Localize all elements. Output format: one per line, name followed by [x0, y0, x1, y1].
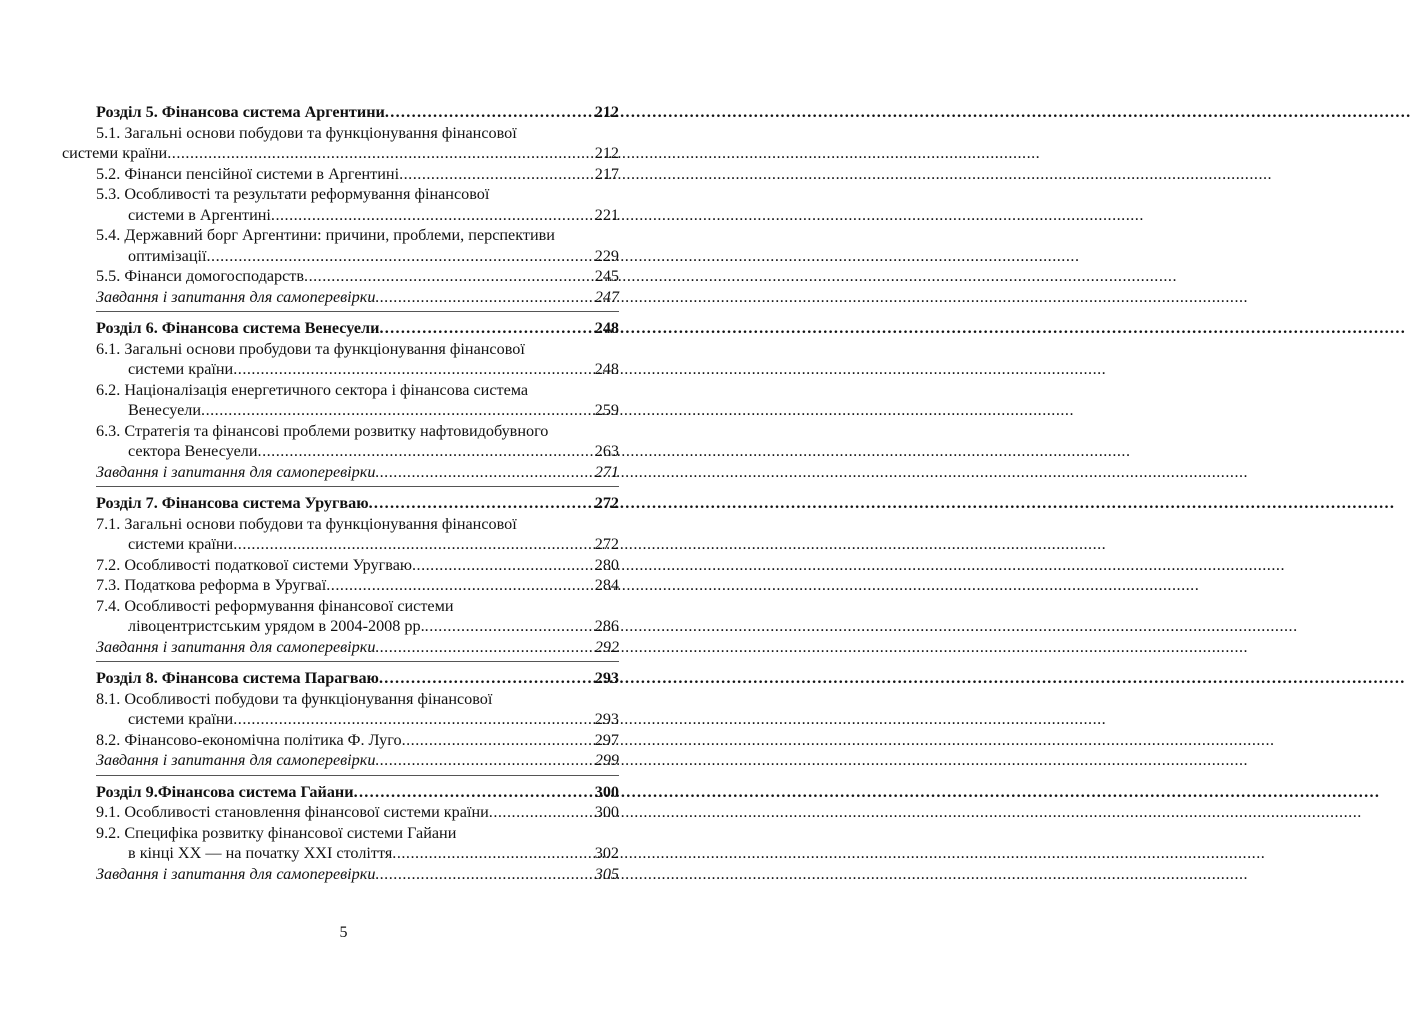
page-ref: 293	[594, 669, 619, 687]
toc-entry-6-1-line2[interactable]: системи країни ..... 248	[96, 359, 619, 380]
page-ref: 302	[594, 844, 619, 862]
page-ref: 300	[594, 782, 619, 801]
review-questions-entry[interactable]: Завдання і запитання для самоперевірки ..... 299	[96, 750, 619, 771]
toc-entry-6-1-line1[interactable]: 6.1. Загальні основи пробудови та функціонування фінансової	[96, 339, 525, 358]
section-heading[interactable]: Розділ 7. Фінансова система Уругваю ..... 272	[96, 493, 619, 514]
page-ref: 221	[594, 205, 619, 224]
page-ref: 280	[594, 555, 619, 574]
section-heading[interactable]: Розділ 6. Фінансова система Венесуели ..... 248	[96, 318, 619, 339]
page-ref: 212	[594, 144, 619, 162]
toc-entry-6-2-line1[interactable]: 6.2. Націоналізація енергетичного сектора і фінансова система	[96, 380, 529, 399]
toc-entry-5-3-line1[interactable]: 5.3. Особливості та результати реформування фінансової	[96, 185, 490, 203]
toc-entry-5-1-line1[interactable]: 5.1. Загальні основи побудови та функціонування фінансової	[96, 123, 517, 142]
page-ref: 305	[594, 864, 619, 883]
toc-entry-7-3[interactable]: 7.3. Податкова реформа в Уругваї ..... 284	[96, 575, 619, 596]
toc-entry-5-4-line1[interactable]: 5.4. Державний борг Аргентини: причини, проблеми, перспективи	[96, 226, 555, 244]
page-ref: 245	[594, 267, 619, 285]
toc-entry-5-1-line2[interactable]: системи країни ..... 212	[62, 143, 619, 164]
toc-entry-7-2[interactable]: 7.2. Особливості податкової системи Уругваю ..... 280	[96, 555, 619, 576]
toc-entry-9-1[interactable]: 9.1. Особливості становлення фінансової системи країни ..... 300	[96, 802, 619, 823]
toc-section-8	[96, 668, 619, 776]
page-number: 5	[339, 924, 348, 941]
toc-entry-8-1-line1[interactable]: 8.1. Особливості побудови та функціонування фінансової	[96, 689, 493, 708]
toc-entry-8-2[interactable]: 8.2. Фінансово-економічна політика Ф. Луго ..... 297	[96, 730, 619, 751]
toc-entry-5-4-line2[interactable]: оптимізації ..... 229	[96, 246, 619, 267]
page-ref: 212	[594, 103, 619, 121]
page-ref: 300	[594, 803, 619, 821]
page-ref: 229	[594, 246, 619, 265]
toc-entry-9-2-line2[interactable]: в кінці XX — на початку XXI століття ..... 302	[96, 843, 619, 864]
page-ref: 272	[594, 535, 619, 553]
toc-entry-7-4-line2[interactable]: лівоцентристським урядом в 2004-2008 рр. ..... 286	[96, 616, 619, 637]
section-heading[interactable]: Розділ 8. Фінансова система Парагваю ..... 293	[96, 668, 619, 689]
toc-section-5	[62, 102, 619, 312]
toc-entry-5-3-line2[interactable]: системи в Аргентині ..... 221	[96, 205, 619, 226]
toc-section-7	[96, 493, 619, 662]
review-questions-entry[interactable]: Завдання і запитання для самоперевірки ..... 305	[96, 864, 619, 885]
section-heading[interactable]: Розділ 5. Фінансова система Аргентини ..... 212	[96, 102, 619, 123]
toc-entry-5-5[interactable]: 5.5. Фінанси домогосподарств ..... 245	[96, 266, 619, 287]
toc-entry-6-3-line1[interactable]: 6.3. Стратегія та фінансові проблеми розвитку нафтовидобувного	[96, 421, 549, 440]
page-ref: 248	[594, 360, 619, 378]
toc-entry-8-1-line2[interactable]: системи країни ..... 293	[96, 709, 619, 730]
page-ref: 217	[594, 164, 619, 183]
toc-entry-7-1-line1[interactable]: 7.1. Загальні основи побудови та функціонування фінансової	[96, 514, 517, 533]
page-ref: 271	[594, 462, 619, 481]
page-ref: 247	[594, 287, 619, 306]
toc-section-6	[96, 318, 619, 487]
page-ref: 299	[594, 751, 619, 769]
toc-section-9	[96, 782, 619, 889]
section-heading[interactable]: Розділ 9.Фінансова система Гайани ..... 300	[96, 782, 619, 803]
page-ref: 286	[594, 617, 619, 635]
toc-entry-9-2-line1[interactable]: 9.2. Специфіка розвитку фінансової системи Гайани	[96, 823, 457, 842]
page-ref: 259	[594, 401, 619, 419]
toc-entry-7-1-line2[interactable]: системи країни ..... 272	[96, 534, 619, 555]
review-questions-entry[interactable]: Завдання і запитання для самоперевірки ..... 271	[96, 462, 619, 483]
page-ref: 272	[594, 494, 619, 512]
page-ref: 292	[594, 637, 619, 656]
toc-entry-7-4-line1[interactable]: 7.4. Особливості реформування фінансової системи	[96, 596, 454, 615]
page-ref: 248	[594, 319, 619, 337]
review-questions-entry[interactable]: Завдання і запитання для самоперевірки ..... 247	[96, 287, 619, 308]
toc-entry-6-2-line2[interactable]: Венесуели ..... 259	[96, 400, 619, 421]
review-questions-entry[interactable]: Завдання і запитання для самоперевірки ..... 292	[96, 637, 619, 658]
page-ref: 284	[594, 576, 619, 594]
toc-entry-5-2[interactable]: 5.2. Фінанси пенсійної системи в Аргентині ..... 217	[96, 164, 619, 185]
page-ref: 293	[594, 710, 619, 728]
table-of-contents	[62, 102, 619, 894]
page-ref: 297	[594, 730, 619, 749]
page-ref: 263	[594, 442, 619, 460]
toc-entry-6-3-line2[interactable]: сектора Венесуели ..... 263	[96, 441, 619, 462]
